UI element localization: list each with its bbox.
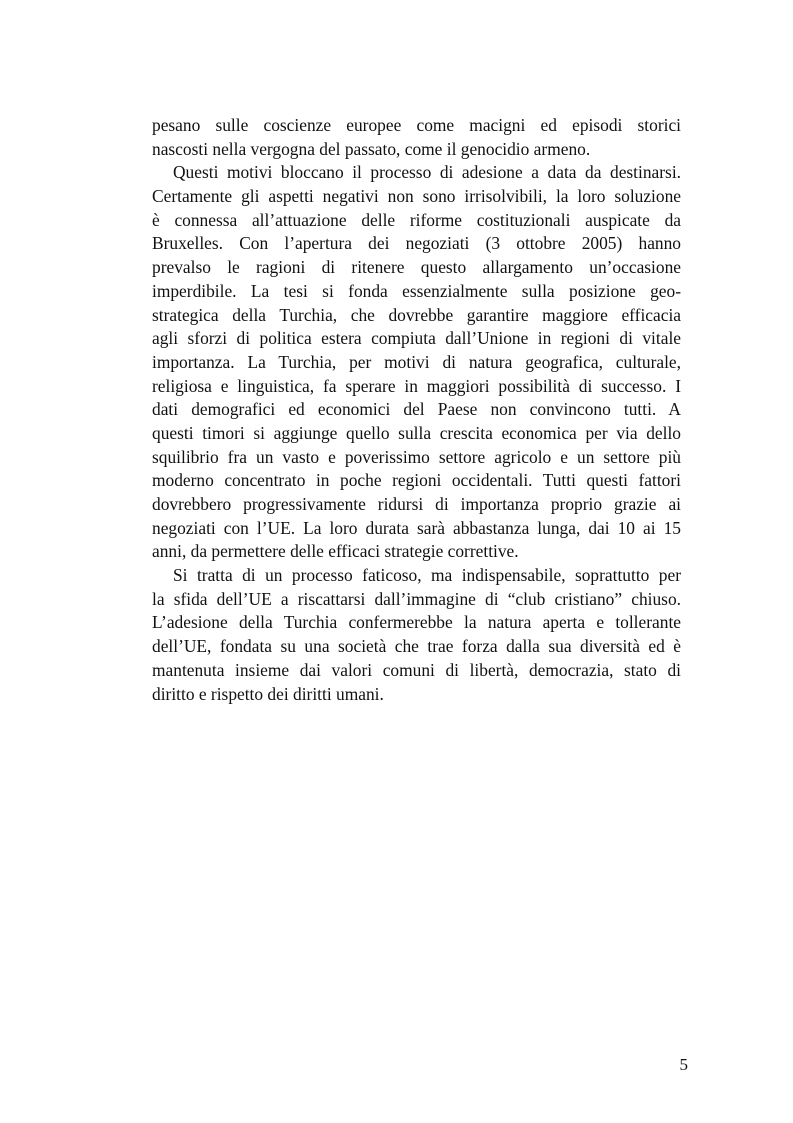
- page-number: 5: [679, 1055, 688, 1074]
- text-line: L’adesione della Turchia confermerebbe la natura aperta e tollerante: [152, 612, 681, 633]
- body-text: [152, 114, 681, 706]
- text-line: negoziati con l’UE. La loro durata sarà abbastanza lunga, dai 10 ai 15: [152, 517, 681, 538]
- text-line: Questi motivi bloccano il processo di adesione a data da destinarsi.: [173, 162, 681, 183]
- text-line: prevalso le ragioni di ritenere questo allargamento un’occasione: [152, 257, 681, 278]
- text-line: anni, da permettere delle efficaci strategie correttive.: [152, 541, 519, 562]
- text-line: dell’UE, fondata su una società che trae forza dalla sua diversità ed è: [152, 636, 681, 657]
- text-line: mantenuta insieme dai valori comuni di libertà, democrazia, stato di: [152, 659, 681, 680]
- text-line: Bruxelles. Con l’apertura dei negoziati (3 ottobre 2005) hanno: [152, 233, 681, 254]
- text-line: dovrebbero progressivamente ridursi di importanza proprio grazie ai: [152, 494, 681, 514]
- text-line: imperdibile. La tesi si fonda essenzialmente sulla posizione geo-: [152, 280, 681, 301]
- text-line: la sfida dell’UE a riscattarsi dall’immagine di “club cristiano” chiuso.: [152, 588, 681, 609]
- text-line: importanza. La Turchia, per motivi di natura geografica, culturale,: [152, 351, 681, 372]
- text-line: religiosa e linguistica, fa sperare in maggiori possibilità di successo. I: [152, 375, 681, 396]
- text-line: strategica della Turchia, che dovrebbe garantire maggiore efficacia: [152, 304, 681, 325]
- text-line: squilibrio fra un vasto e poverissimo settore agricolo e un settore più: [152, 446, 681, 467]
- paragraph-2: [152, 161, 681, 564]
- paragraph-1: [152, 114, 681, 161]
- text-line: moderno concentrato in poche regioni occidentali. Tutti questi fattori: [152, 470, 681, 491]
- text-line: è connessa all’attuazione delle riforme costituzionali auspicate da: [152, 209, 681, 230]
- paragraph-3: [152, 564, 681, 706]
- text-line: Si tratta di un processo faticoso, ma indispensabile, soprattutto per: [173, 565, 681, 586]
- text-line: pesano sulle coscienze europee come macigni ed episodi storici: [152, 115, 681, 135]
- text-line: diritto e rispetto dei diritti umani.: [152, 683, 384, 704]
- text-line: nascosti nella vergogna del passato, come il genocidio armeno.: [152, 138, 591, 159]
- text-line: dati demografici ed economici del Paese non convincono tutti. A: [152, 399, 681, 420]
- text-line: Certamente gli aspetti negativi non sono irrisolvibili, la loro soluzione: [152, 186, 681, 207]
- text-line: agli sforzi di politica estera compiuta dall’Unione in regioni di vitale: [152, 328, 681, 349]
- text-line: questi timori si aggiunge quello sulla crescita economica per via dello: [152, 422, 681, 443]
